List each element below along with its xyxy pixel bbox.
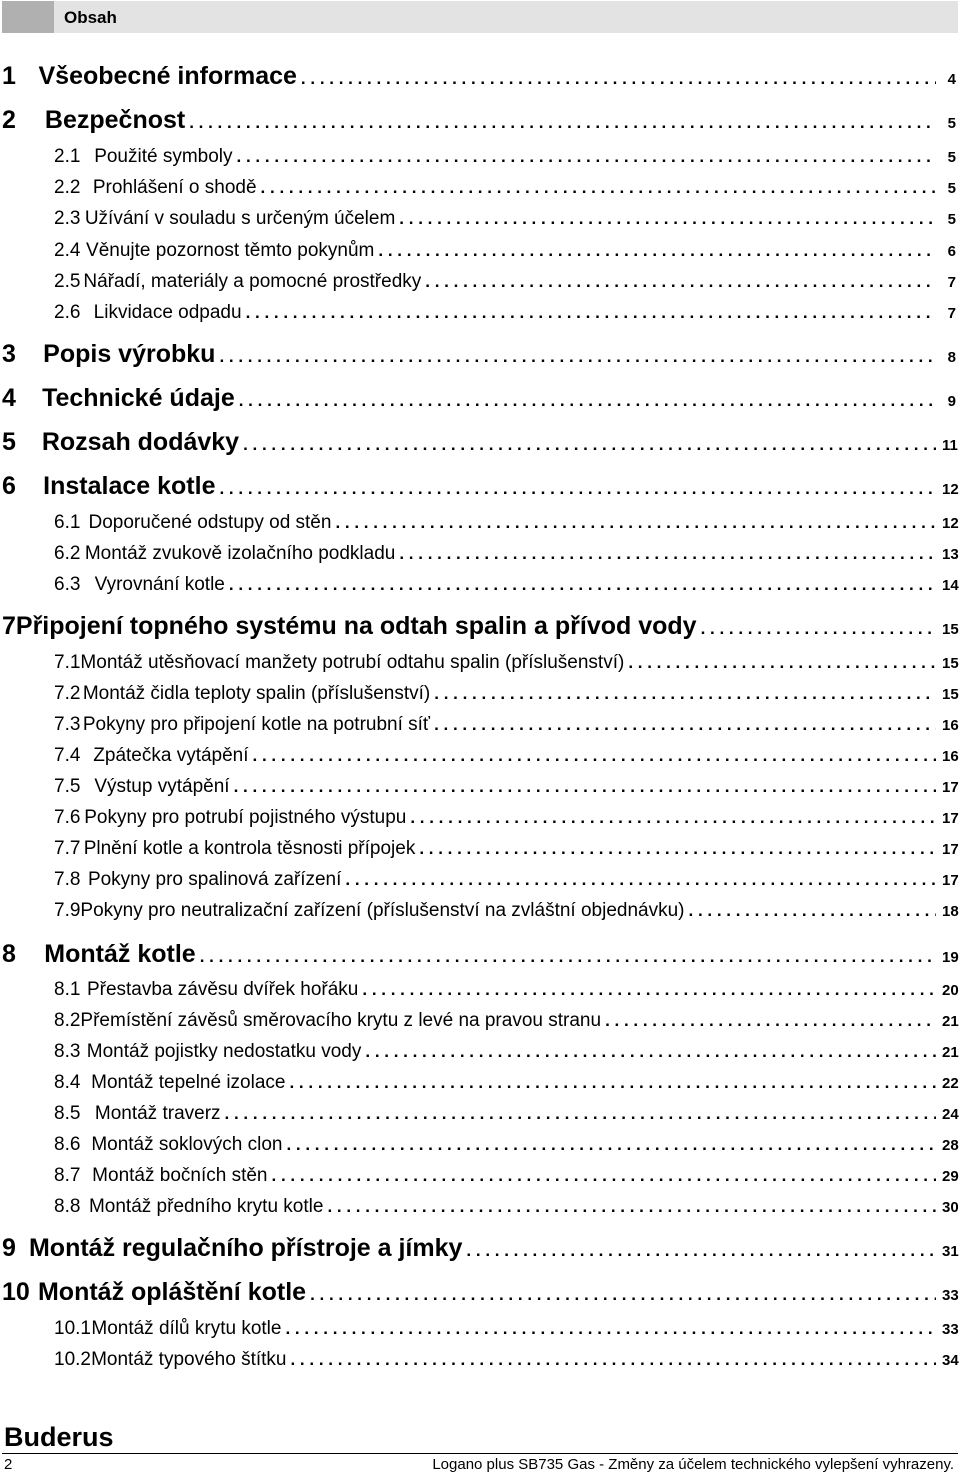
toc-dot-leader bbox=[290, 1350, 936, 1370]
toc-entry[interactable] bbox=[2, 62, 956, 91]
toc-dot-leader bbox=[419, 839, 936, 859]
toc-dot-leader bbox=[289, 1073, 936, 1093]
toc-entry-title: Výstup vytápění bbox=[94, 776, 230, 797]
toc-entry-title: Montáž kotle bbox=[44, 940, 196, 968]
toc-dot-leader bbox=[286, 1135, 936, 1155]
toc-entry-title: Připojení topného systému na odtah spalin a přívod vody bbox=[15, 612, 697, 640]
toc-entry[interactable] bbox=[2, 1134, 959, 1156]
toc-entry-page: 4 bbox=[947, 71, 956, 88]
toc-entry-title: Všeobecné informace bbox=[38, 62, 297, 90]
toc-entry[interactable] bbox=[2, 1041, 959, 1063]
footer-note: Logano plus SB735 Gas - Změny za účelem technického vylepšení vyhrazeny. bbox=[432, 1456, 954, 1473]
buderus-logo bbox=[4, 1423, 132, 1451]
toc-entry[interactable] bbox=[2, 807, 959, 829]
toc-entry-number: 1 bbox=[2, 62, 16, 90]
toc-entry[interactable] bbox=[2, 240, 956, 262]
toc-entry-page: 22 bbox=[942, 1075, 959, 1092]
toc-entry-title: Nářadí, materiály a pomocné prostředky bbox=[83, 271, 422, 292]
toc-entry-number: 9 bbox=[2, 1234, 16, 1262]
toc-dot-leader bbox=[466, 1241, 936, 1261]
toc-entry-number: 8.5 bbox=[54, 1103, 81, 1124]
toc-dot-leader bbox=[237, 147, 936, 167]
toc-dot-leader bbox=[399, 209, 936, 229]
toc-entry-number: 7.4 bbox=[54, 745, 81, 766]
toc-entry-number: 7.1 bbox=[54, 652, 81, 673]
toc-entry-page: 17 bbox=[942, 779, 959, 796]
toc-dot-leader bbox=[399, 544, 936, 564]
toc-entry[interactable] bbox=[2, 776, 959, 798]
toc-entry[interactable] bbox=[2, 1010, 959, 1032]
toc-entry[interactable] bbox=[2, 208, 956, 230]
toc-entry[interactable] bbox=[2, 745, 959, 767]
toc-entry-number: 10 bbox=[2, 1278, 30, 1306]
toc-entry-page: 19 bbox=[942, 949, 959, 966]
toc-entry[interactable] bbox=[2, 302, 956, 324]
toc-dot-leader bbox=[327, 1197, 936, 1217]
toc-entry-page: 13 bbox=[942, 546, 959, 563]
toc-entry-title: Montáž traverz bbox=[94, 1103, 221, 1124]
toc-dot-leader bbox=[425, 272, 936, 292]
toc-entry[interactable] bbox=[2, 612, 959, 641]
toc-entry-number: 8.6 bbox=[54, 1134, 81, 1155]
toc-entry[interactable] bbox=[2, 472, 959, 501]
toc-entry-title: Technické údaje bbox=[42, 384, 235, 412]
toc-entry-title: Přestavba závěsu dvířek hořáku bbox=[86, 979, 359, 1000]
toc-entry-title: Popis výrobku bbox=[43, 340, 216, 368]
toc-dot-leader bbox=[253, 746, 936, 766]
toc-entry-number: 2.6 bbox=[54, 302, 81, 323]
toc-entry-page: 7 bbox=[947, 305, 956, 322]
toc-dot-leader bbox=[219, 347, 936, 367]
toc-dot-leader bbox=[285, 1319, 936, 1339]
toc-entry-title: Montáž zvukově izolačního podkladu bbox=[84, 543, 396, 564]
toc-entry-number: 6 bbox=[2, 472, 16, 500]
toc-entry-number: 7.7 bbox=[54, 838, 81, 859]
toc-entry-title: Vyrovnání kotle bbox=[94, 574, 225, 595]
toc-entry-title: Pokyny pro spalinová zařízení bbox=[87, 869, 342, 890]
toc-entry[interactable] bbox=[2, 106, 956, 135]
toc-entry[interactable] bbox=[2, 1318, 959, 1340]
toc-entry-page: 21 bbox=[942, 1013, 959, 1030]
toc-entry-page: 24 bbox=[942, 1106, 959, 1123]
toc-entry[interactable] bbox=[2, 979, 959, 1001]
toc-dot-leader bbox=[239, 391, 936, 411]
toc-entry[interactable] bbox=[2, 1103, 959, 1125]
toc-entry-page: 21 bbox=[942, 1044, 959, 1061]
toc-entry-number: 6.1 bbox=[54, 512, 81, 533]
toc-entry-number: 6.2 bbox=[54, 543, 81, 564]
toc-dot-leader bbox=[365, 1042, 936, 1062]
toc-entry-page: 17 bbox=[942, 841, 959, 858]
toc-entry-title: Rozsah dodávky bbox=[41, 428, 240, 456]
toc-entry-title: Montáž bočních stěn bbox=[92, 1165, 268, 1186]
toc-entry-title: Prohlášení o shodě bbox=[92, 177, 257, 198]
toc-entry-number: 2 bbox=[2, 106, 16, 134]
toc-entry-number: 8.3 bbox=[54, 1041, 81, 1062]
toc-entry-page: 15 bbox=[942, 655, 959, 672]
toc-entry-number: 7.8 bbox=[54, 869, 81, 890]
toc-entry-page: 14 bbox=[942, 577, 959, 594]
toc-entry-title: Montáž typového štítku bbox=[91, 1349, 287, 1370]
toc-entry[interactable] bbox=[2, 900, 959, 922]
toc-entry[interactable] bbox=[2, 869, 959, 891]
toc-entry-title: Montáž utěsňovací manžety potrubí odtahu spalin (příslušenství) bbox=[80, 652, 625, 673]
toc-entry-number: 2.3 bbox=[54, 208, 81, 229]
toc-dot-leader bbox=[701, 619, 936, 639]
toc-dot-leader bbox=[246, 303, 936, 323]
toc-dot-leader bbox=[219, 479, 936, 499]
toc-entry[interactable] bbox=[2, 714, 959, 736]
toc-entry-title: Likvidace odpadu bbox=[93, 302, 242, 323]
toc-entry-number: 10.1 bbox=[54, 1318, 91, 1339]
toc-entry[interactable] bbox=[2, 340, 956, 369]
toc-entry-page: 15 bbox=[942, 621, 959, 638]
toc-entry-page: 12 bbox=[942, 515, 959, 532]
toc-entry[interactable] bbox=[2, 271, 956, 293]
toc-dot-leader bbox=[689, 901, 937, 921]
toc-entry-page: 5 bbox=[947, 115, 956, 132]
toc-entry-title: Instalace kotle bbox=[43, 472, 216, 500]
toc-entry-number: 7.2 bbox=[54, 683, 81, 704]
page-title: Obsah bbox=[64, 8, 117, 27]
toc-entry-number: 10.2 bbox=[54, 1349, 91, 1370]
toc-entry-page: 20 bbox=[942, 982, 959, 999]
toc-dot-leader bbox=[434, 715, 936, 735]
toc-entry-title: Montáž soklových clon bbox=[91, 1134, 283, 1155]
toc-entry-title: Montáž dílů krytu kotle bbox=[91, 1318, 282, 1339]
svg-text:Buderus: Buderus bbox=[4, 1423, 114, 1451]
toc-entry-page: 30 bbox=[942, 1199, 959, 1216]
toc-dot-leader bbox=[628, 653, 936, 673]
toc-entry-page: 31 bbox=[942, 1243, 959, 1260]
toc-entry-number: 7 bbox=[2, 612, 16, 640]
toc-entry-page: 18 bbox=[942, 903, 959, 920]
toc-entry-page: 5 bbox=[947, 149, 956, 166]
toc-entry-title: Pokyny pro potrubí pojistného výstupu bbox=[84, 807, 407, 828]
toc-entry-title: Pokyny pro připojení kotle na potrubní síť bbox=[82, 714, 431, 735]
toc-entry[interactable] bbox=[2, 512, 959, 534]
toc-entry[interactable] bbox=[2, 574, 959, 596]
toc-entry-title: Montáž regulačního přístroje a jímky bbox=[28, 1234, 463, 1262]
toc-entry-page: 9 bbox=[947, 393, 956, 410]
toc-entry-title: Plnění kotle a kontrola těsnosti přípojek bbox=[83, 838, 416, 859]
toc-entry-page: 28 bbox=[942, 1137, 959, 1154]
toc-entry-page: 29 bbox=[942, 1168, 959, 1185]
toc-entry[interactable] bbox=[2, 1072, 959, 1094]
toc-entry-title: Doporučené odstupy od stěn bbox=[88, 512, 332, 533]
toc-entry-title: Montáž tepelné izolace bbox=[91, 1072, 286, 1093]
toc-entry-title: Užívání v souladu s určeným účelem bbox=[84, 208, 396, 229]
toc-entry-number: 8.7 bbox=[54, 1165, 81, 1186]
toc-entry-number: 7.3 bbox=[54, 714, 81, 735]
toc-entry-title: Montáž pojistky nedostatku vody bbox=[86, 1041, 362, 1062]
toc-dot-leader bbox=[434, 684, 936, 704]
toc-entry-number: 2.1 bbox=[54, 146, 81, 167]
toc-entry-page: 17 bbox=[942, 810, 959, 827]
toc-entry[interactable] bbox=[2, 940, 959, 969]
toc-entry-number: 8.4 bbox=[54, 1072, 81, 1093]
toc-entry-page: 12 bbox=[942, 481, 959, 498]
toc-dot-leader bbox=[234, 777, 936, 797]
toc-entry-number: 8.2 bbox=[54, 1010, 81, 1031]
toc-entry-page: 11 bbox=[942, 437, 958, 454]
toc-entry[interactable] bbox=[2, 177, 956, 199]
toc-entry-title: Věnujte pozornost těmto pokynům bbox=[86, 240, 375, 261]
toc-entry-number: 5 bbox=[2, 428, 16, 456]
toc-entry-page: 6 bbox=[947, 243, 956, 260]
toc-entry-title: Montáž předního krytu kotle bbox=[88, 1196, 324, 1217]
toc-entry-title: Bezpečnost bbox=[44, 106, 186, 134]
toc-dot-leader bbox=[272, 1166, 937, 1186]
toc-entry-page: 34 bbox=[942, 1352, 959, 1369]
toc-dot-leader bbox=[225, 1104, 936, 1124]
toc-dot-leader bbox=[410, 808, 936, 828]
toc-entry[interactable] bbox=[2, 838, 959, 860]
toc-entry[interactable] bbox=[2, 683, 959, 705]
toc-entry-page: 15 bbox=[942, 686, 959, 703]
toc-entry[interactable] bbox=[2, 428, 956, 457]
toc-entry[interactable] bbox=[2, 1196, 959, 1218]
toc-dot-leader bbox=[378, 241, 936, 261]
toc-dot-leader bbox=[229, 575, 936, 595]
toc-entry-title: Přemístění závěsů směrovacího krytu z levé na pravou stranu bbox=[80, 1010, 602, 1031]
toc-entry-page: 5 bbox=[947, 211, 956, 228]
toc-dot-leader bbox=[310, 1285, 936, 1305]
toc-entry-title: Zpátečka vytápění bbox=[93, 745, 249, 766]
toc-entry-page: 16 bbox=[942, 717, 959, 734]
toc-entry-title: Montáž opláštění kotle bbox=[37, 1278, 307, 1306]
toc-dot-leader bbox=[189, 113, 936, 133]
footer-divider bbox=[2, 1453, 958, 1454]
toc-entry-page: 33 bbox=[942, 1287, 959, 1304]
toc-entry-page: 17 bbox=[942, 872, 959, 889]
toc-entry[interactable] bbox=[2, 1349, 959, 1371]
toc-entry-number: 2.2 bbox=[54, 177, 81, 198]
toc-entry-number: 2.4 bbox=[54, 240, 81, 261]
toc-entry-number: 6.3 bbox=[54, 574, 81, 595]
toc-entry-number: 7.9 bbox=[54, 900, 81, 921]
toc-entry-number: 2.5 bbox=[54, 271, 81, 292]
header-bar bbox=[2, 1, 958, 33]
toc-entry[interactable] bbox=[2, 543, 959, 565]
toc-dot-leader bbox=[301, 69, 936, 89]
toc-entry-number: 7.6 bbox=[54, 807, 81, 828]
toc-entry[interactable] bbox=[2, 1165, 959, 1187]
toc-entry-number: 3 bbox=[2, 340, 16, 368]
toc-entry-number: 8.8 bbox=[54, 1196, 81, 1217]
toc-entry-page: 7 bbox=[947, 274, 956, 291]
toc-dot-leader bbox=[362, 980, 936, 1000]
toc-entry-number: 7.5 bbox=[54, 776, 81, 797]
toc-entry-page: 16 bbox=[942, 748, 959, 765]
toc-dot-leader bbox=[345, 870, 936, 890]
toc-entry-title: Použité symboly bbox=[94, 146, 233, 167]
toc-entry[interactable] bbox=[2, 1278, 959, 1307]
toc-dot-leader bbox=[605, 1011, 936, 1031]
toc-dot-leader bbox=[261, 178, 936, 198]
toc-dot-leader bbox=[243, 435, 936, 455]
header-accent-block bbox=[2, 1, 54, 33]
toc-entry-number: 4 bbox=[2, 384, 16, 412]
toc-entry-page: 8 bbox=[947, 349, 956, 366]
toc-entry[interactable] bbox=[2, 1234, 959, 1263]
toc-entry[interactable] bbox=[2, 652, 959, 674]
toc-entry-title: Montáž čidla teploty spalin (příslušenství) bbox=[82, 683, 431, 704]
toc-entry-title: Pokyny pro neutralizační zařízení (příslušenství na zvláštní objednávku) bbox=[80, 900, 685, 921]
toc-dot-leader bbox=[200, 947, 936, 967]
toc-entry-number: 8 bbox=[2, 940, 16, 968]
toc-entry[interactable] bbox=[2, 146, 956, 168]
toc-entry-page: 33 bbox=[942, 1321, 959, 1338]
toc-entry-number: 8.1 bbox=[54, 979, 81, 1000]
toc-entry-page: 5 bbox=[947, 180, 956, 197]
footer-page-number: 2 bbox=[4, 1456, 13, 1473]
toc-dot-leader bbox=[335, 513, 936, 533]
toc-entry[interactable] bbox=[2, 384, 956, 413]
